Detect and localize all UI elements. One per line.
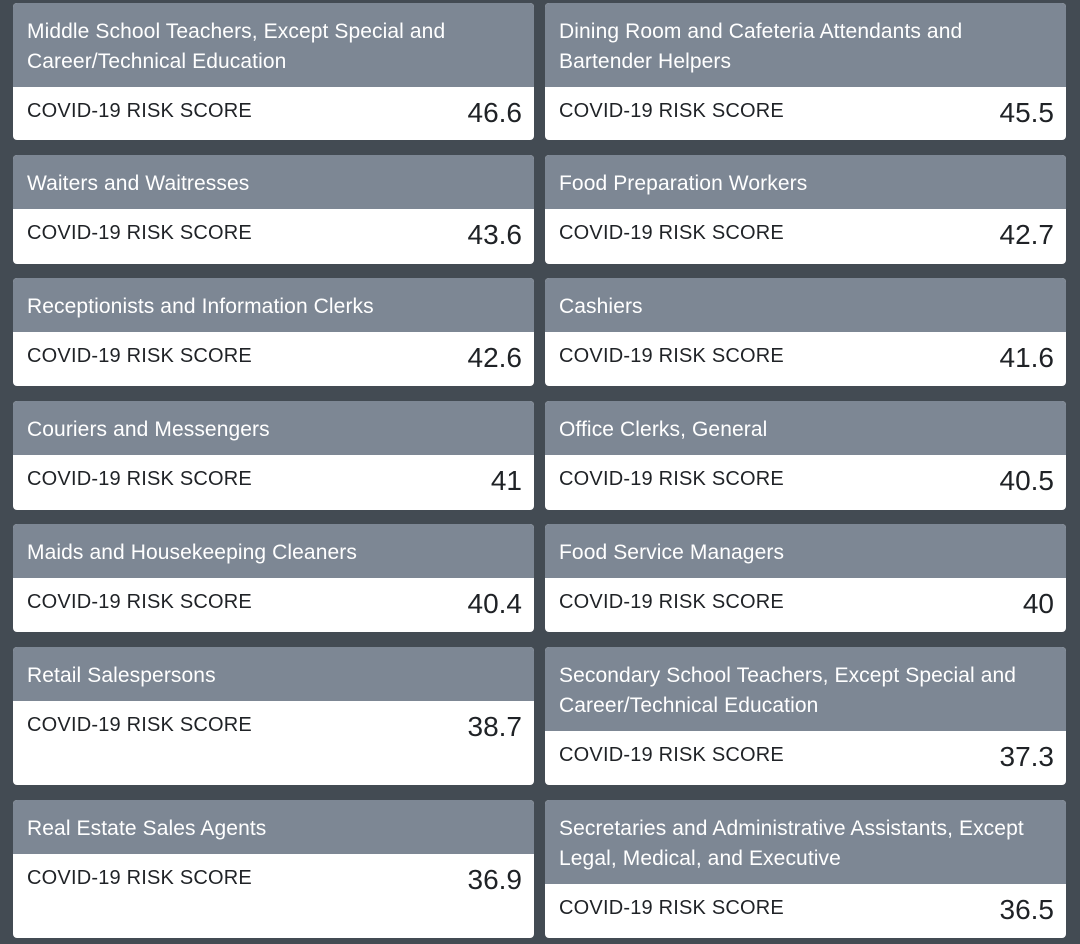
occupation-title: Receptionists and Information Clerks	[13, 278, 534, 332]
risk-score-value: 40.5	[999, 465, 1054, 496]
risk-score-label: COVID-19 RISK SCORE	[27, 222, 252, 244]
risk-score-value: 46.6	[467, 97, 522, 128]
risk-score-label: COVID-19 RISK SCORE	[27, 867, 252, 889]
occupation-card	[545, 3, 1066, 140]
occupation-card	[13, 524, 534, 632]
risk-score-label: COVID-19 RISK SCORE	[27, 714, 252, 736]
occupation-title: Secretaries and Administrative Assistants, Except Legal, Medical, and Executive	[545, 800, 1066, 884]
occupation-title: Maids and Housekeeping Cleaners	[13, 524, 534, 578]
occupation-title: Retail Salespersons	[13, 647, 534, 701]
risk-score-value: 36.5	[999, 894, 1054, 925]
occupation-title: Real Estate Sales Agents	[13, 800, 534, 854]
risk-score-label: COVID-19 RISK SCORE	[559, 100, 784, 122]
risk-score-label: COVID-19 RISK SCORE	[559, 345, 784, 367]
occupation-title: Food Service Managers	[545, 524, 1066, 578]
risk-score-value: 37.3	[999, 741, 1054, 772]
occupation-card	[545, 647, 1066, 785]
risk-score-value: 43.6	[467, 219, 522, 250]
risk-score-label: COVID-19 RISK SCORE	[559, 591, 784, 613]
occupation-card	[13, 800, 534, 938]
occupation-card	[13, 155, 534, 264]
risk-score-value: 41	[490, 465, 522, 496]
risk-score-label: COVID-19 RISK SCORE	[559, 744, 784, 766]
occupation-title: Couriers and Messengers	[13, 401, 534, 455]
risk-score-label: COVID-19 RISK SCORE	[27, 345, 252, 367]
occupation-card	[545, 401, 1066, 510]
risk-score-label: COVID-19 RISK SCORE	[559, 222, 784, 244]
occupation-title: Waiters and Waitresses	[13, 155, 534, 209]
risk-score-value: 36.9	[467, 864, 522, 895]
occupation-card	[13, 278, 534, 386]
occupation-title: Cashiers	[545, 278, 1066, 332]
occupation-card	[545, 800, 1066, 938]
risk-score-label: COVID-19 RISK SCORE	[27, 591, 252, 613]
occupation-card	[545, 155, 1066, 264]
occupation-title: Office Clerks, General	[545, 401, 1066, 455]
risk-score-value: 40.4	[467, 588, 522, 619]
risk-score-value: 42.6	[467, 342, 522, 373]
occupation-title: Secondary School Teachers, Except Special and Career/Technical Education	[545, 647, 1066, 731]
risk-score-value: 38.7	[467, 711, 522, 742]
risk-score-value: 42.7	[999, 219, 1054, 250]
risk-score-label: COVID-19 RISK SCORE	[27, 468, 252, 490]
occupation-card	[13, 647, 534, 785]
risk-score-value: 41.6	[999, 342, 1054, 373]
risk-score-value: 40	[1022, 588, 1054, 619]
occupation-title: Food Preparation Workers	[545, 155, 1066, 209]
risk-score-label: COVID-19 RISK SCORE	[27, 100, 252, 122]
risk-score-value: 45.5	[999, 97, 1054, 128]
occupation-card	[13, 401, 534, 510]
risk-score-label: COVID-19 RISK SCORE	[559, 468, 784, 490]
occupation-card	[13, 3, 534, 140]
occupation-title: Middle School Teachers, Except Special and Career/Technical Education	[13, 3, 534, 87]
occupation-card	[545, 278, 1066, 386]
occupation-title: Dining Room and Cafeteria Attendants and Bartender Helpers	[545, 3, 1066, 87]
risk-score-label: COVID-19 RISK SCORE	[559, 897, 784, 919]
occupation-card	[545, 524, 1066, 632]
